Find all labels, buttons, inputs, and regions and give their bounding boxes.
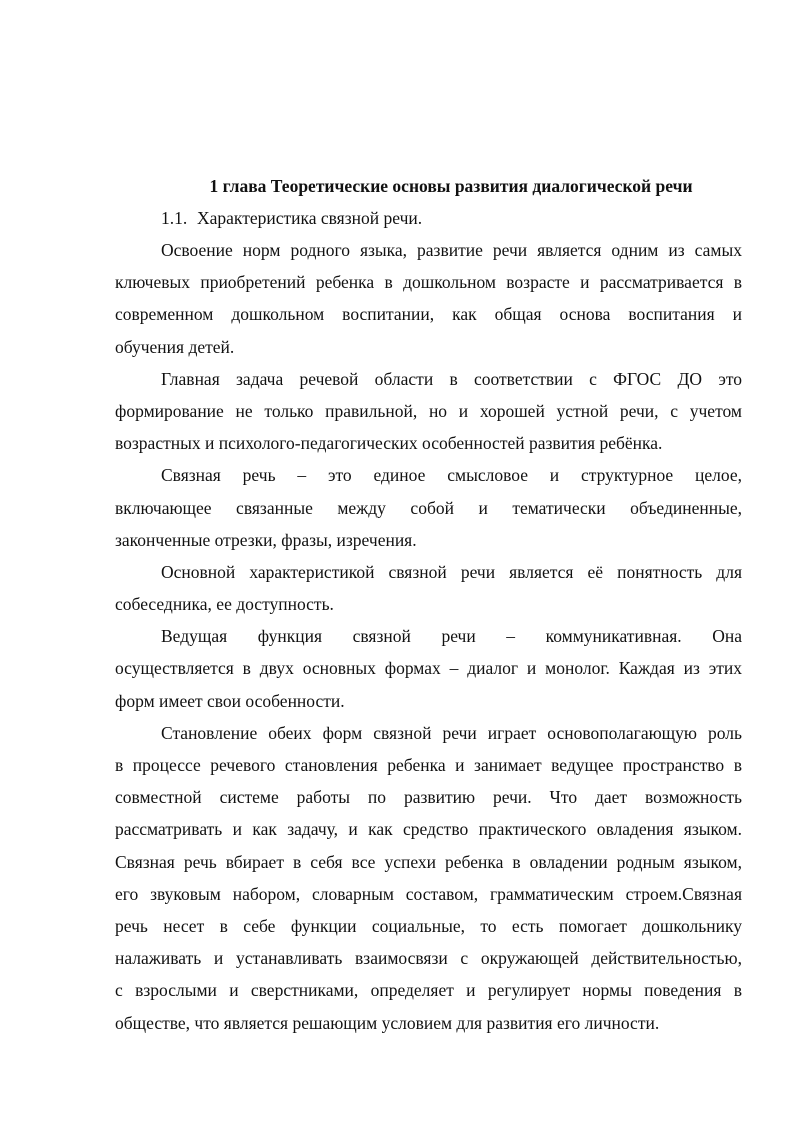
text-line: рассматривать и как задачу, и как средство практического овладения языком. <box>115 819 742 840</box>
text-line: в процессе речевого становления ребенка и занимает ведущее пространство в <box>115 755 742 775</box>
text-line: возрастных и психолого-педагогических особенностей развития ребёнка. <box>115 433 663 454</box>
text-line: его звуковым набором, словарным составом, грамматическим строем.Связная <box>115 883 742 904</box>
text-line: Связная речь – это единое смысловое и структурное целое, <box>161 465 742 486</box>
paragraph <box>115 556 742 620</box>
text-line: форм имеет свои особенности. <box>115 690 345 711</box>
body-text <box>115 234 742 1039</box>
paragraph <box>115 717 742 1039</box>
paragraph <box>115 459 742 556</box>
text-line: налаживать и устанавливать взаимосвязи с окружающей действительностью, <box>115 948 742 969</box>
paragraph <box>115 234 742 363</box>
text-line: Главная задача речевой области в соответствии с ФГОС ДО это <box>161 368 742 389</box>
section-heading <box>161 206 422 230</box>
text-line: включающее связанные между собой и тематически объединенные, <box>115 497 742 518</box>
text-line: Связная речь вбирает в себя все успехи ребенка в овладении родным языком, <box>115 851 742 872</box>
text-line: законченные отрезки, фразы, изречения. <box>115 529 417 550</box>
text-line: собеседника, ее доступность. <box>115 594 334 615</box>
text-line: с взрослыми и сверстниками, определяет и регулирует нормы поведения в <box>115 980 742 1001</box>
chapter-heading: 1 глава Теоретические основы развития диалогической речи <box>209 176 693 196</box>
paragraph <box>115 363 742 460</box>
text-line: обществе, что является решающим условием для развития его личности. <box>115 1012 660 1033</box>
section-title: Характеристика связной речи. <box>197 208 423 228</box>
text-line: ключевых приобретений ребенка в дошкольном возрасте и рассматривается в <box>115 272 742 293</box>
text-line: Становление обеих форм связной речи играет основополагающую роль <box>161 722 742 743</box>
paragraph <box>115 620 742 717</box>
text-line: обучения детей. <box>115 336 235 357</box>
text-line: формирование не только правильной, но и хорошей устной речи, с учетом <box>115 400 742 421</box>
text-line: современном дошкольном воспитании, как общая основа воспитания и <box>115 304 742 325</box>
text-line: Основной характеристикой связной речи является её понятность для <box>161 561 742 582</box>
text-line: Ведущая функция связной речи – коммуникативная. Она <box>161 626 742 647</box>
text-line: совместной системе работы по развитию речи. Что дает возможность <box>115 787 742 808</box>
text-line: осуществляется в двух основных формах – диалог и монолог. Каждая из этих <box>115 658 742 679</box>
section-number: 1.1. <box>161 208 188 228</box>
text-line: речь несет в себе функции социальные, то есть помогает дошкольнику <box>115 915 742 936</box>
text-line: Освоение норм родного языка, развитие речи является одним из самых <box>161 240 742 260</box>
